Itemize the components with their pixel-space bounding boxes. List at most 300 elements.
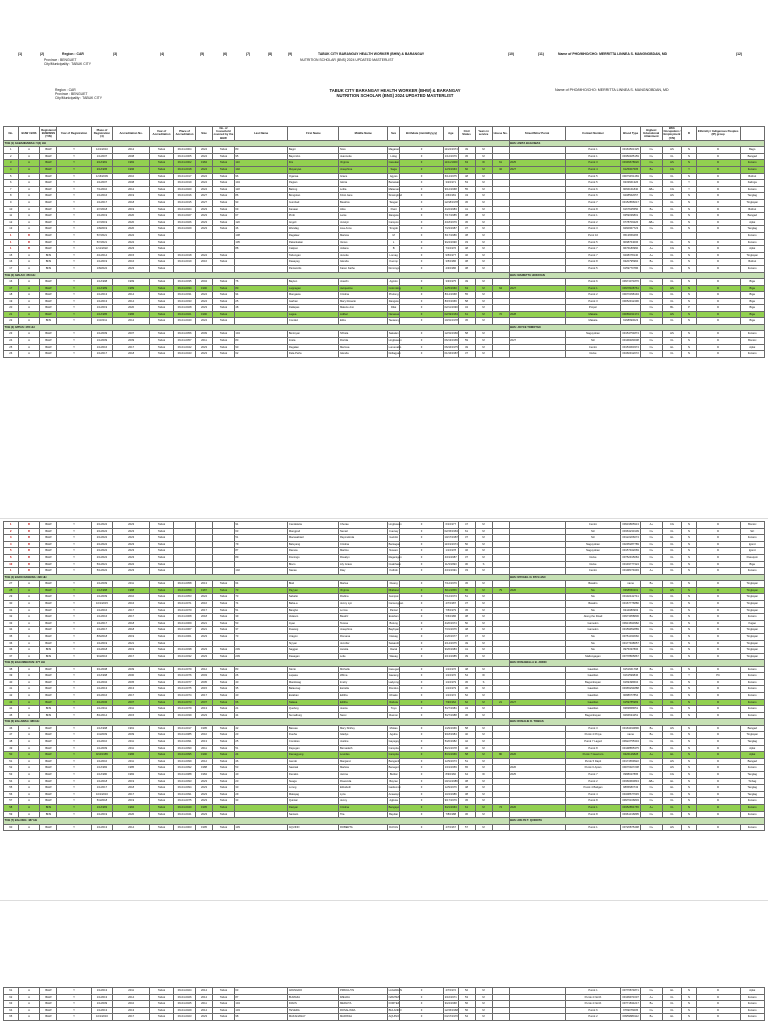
table-cell: 37 — [458, 535, 475, 542]
table-cell: 2013 — [196, 706, 213, 713]
table-cell: CL — [662, 180, 681, 187]
table-cell: 09157942069 — [621, 548, 640, 555]
table-cell: N — [682, 739, 697, 746]
table-cell: 49 — [458, 344, 475, 351]
table-cell: 2011 — [113, 706, 149, 713]
table-cell: D — [696, 732, 740, 739]
table-cell: BHW — [40, 994, 57, 1001]
table-cell: APANGDO — [288, 988, 339, 995]
table-row — [4, 1001, 765, 1008]
table-cell: CL — [662, 581, 681, 588]
table-cell: D — [696, 351, 740, 358]
table-row — [4, 186, 765, 193]
table-cell: HS — [662, 587, 681, 594]
barangay-name: TUB (6) BALAWAG: 388 HH — [4, 719, 510, 725]
table-cell: 2027 — [509, 285, 565, 292]
table-cell: Purok 8 — [565, 206, 621, 213]
table-cell: Siu — [565, 587, 621, 594]
table-cell: Gawidan — [565, 673, 621, 680]
table-cell: 09079451469 — [621, 173, 640, 180]
table-cell: O+ — [640, 1007, 662, 1014]
table-cell: 43 — [4, 699, 19, 706]
table-cell: Nanasas — [388, 311, 400, 318]
table-cell: 12/9/1976 — [443, 785, 458, 792]
table-cell: D — [696, 568, 740, 575]
table-cell: Tabuk — [149, 1001, 173, 1008]
table-cell: Y — [57, 167, 91, 174]
table-cell: Gayagoy — [388, 739, 400, 746]
table-cell: 2010 — [113, 173, 149, 180]
table-cell: 2023 — [196, 791, 213, 798]
table-cell: D — [696, 640, 740, 647]
table-cell: Gumbad — [288, 199, 339, 206]
table-cell: Kulbob — [388, 568, 400, 575]
table-cell: Gaidemon — [388, 785, 400, 792]
table-cell — [509, 305, 565, 312]
table-cell: 6/14/1975 — [443, 173, 458, 180]
table-cell: 09-04-0041 — [174, 811, 196, 818]
table-cell — [492, 772, 509, 779]
table-cell: 2/6/1981 — [443, 193, 458, 200]
table-cell: Romana — [339, 633, 388, 640]
table-cell: 2023 — [196, 778, 213, 785]
table-cell — [234, 252, 287, 259]
table-cell: B+ — [640, 614, 662, 621]
table-cell: BNS — [40, 804, 57, 811]
table-cell: R — [18, 528, 40, 535]
table-cell: O+ — [640, 594, 662, 601]
table-cell: Tabuk — [213, 732, 235, 739]
colnum: (1) — [18, 52, 23, 56]
table-cell: Igorot — [740, 541, 765, 548]
table-cell: Tinglayan — [740, 633, 765, 640]
table-cell: 2023 — [196, 344, 213, 351]
table-cell: 04/17/1970 — [443, 1014, 458, 1021]
table-cell: BHW — [40, 785, 57, 792]
table-cell: Y — [57, 252, 91, 259]
table-cell: Ilocano — [740, 614, 765, 621]
table-cell: 2023 — [196, 206, 213, 213]
table-cell — [234, 318, 287, 325]
table-cell — [509, 232, 565, 239]
table-cell: BHW — [40, 167, 57, 174]
table-row — [4, 732, 765, 739]
table-cell: N — [682, 219, 697, 226]
table-cell: B+ — [640, 1014, 662, 1021]
header-size: Size — [196, 127, 213, 141]
table-cell: 2019 — [113, 193, 149, 200]
table-cell — [509, 344, 565, 351]
table-cell: BHW — [40, 246, 57, 253]
table-cell — [492, 561, 509, 568]
table-cell: 09-04-0024 — [174, 206, 196, 213]
table-cell: 2017 — [113, 1014, 149, 1021]
table-cell: 9368650201 — [621, 587, 640, 594]
table-cell: A — [18, 160, 40, 167]
table-cell: F — [400, 627, 444, 634]
table-cell: Ilocano — [740, 824, 765, 831]
table-cell: 2023 — [113, 522, 149, 529]
table-cell: D — [696, 1001, 740, 1008]
table-row — [4, 607, 765, 614]
table-cell: Tabuk — [149, 160, 173, 167]
table-cell: NAMTEN — [388, 994, 400, 1001]
table-cell: Catipen — [288, 246, 339, 253]
table-row — [4, 712, 765, 719]
table-cell: A — [18, 213, 40, 220]
table-cell: 1/8/2019 — [91, 226, 113, 233]
table-cell: 2011 — [113, 745, 149, 752]
bhs-name: BHS: ARLYN T. QUINOTA — [509, 818, 764, 824]
table-cell: M — [475, 252, 492, 259]
table-cell: A — [18, 338, 40, 345]
table-cell: 8 — [4, 193, 19, 200]
table-cell: D — [696, 824, 740, 831]
table-cell: D — [696, 239, 740, 246]
table-cell: Tabuk — [149, 153, 173, 160]
table-cell: Kuomp — [388, 259, 400, 266]
table-cell: Tabuk — [149, 653, 173, 660]
table-cell: 2027 — [196, 193, 213, 200]
table-cell — [213, 640, 235, 647]
header-contact: Contact Number — [565, 127, 621, 141]
table-cell: 7/31/1976 — [443, 627, 458, 634]
table-cell: CL — [662, 1001, 681, 1008]
table-cell: 139 — [234, 824, 287, 831]
table-cell: Y — [57, 246, 91, 253]
table-cell: 9778709226 — [621, 219, 640, 226]
table-cell: Y — [57, 594, 91, 601]
table-cell: 3/1/2008 — [91, 666, 113, 673]
table-cell: Y — [57, 739, 91, 746]
table-cell — [174, 561, 196, 568]
table-cell: Y — [57, 147, 91, 154]
table-cell: Juliana — [339, 246, 388, 253]
table-cell: A — [18, 600, 40, 607]
table-cell: N — [682, 311, 697, 318]
table-cell: Butbut — [740, 259, 765, 266]
table-cell — [492, 239, 509, 246]
table-cell: 09-04-0095 — [174, 752, 196, 759]
table-cell: 118 — [234, 186, 287, 193]
table-cell: 2013 — [113, 686, 149, 693]
table-cell: 45 — [458, 686, 475, 693]
table-cell: 1/1/2016 — [91, 607, 113, 614]
table-cell: Casugan — [388, 666, 400, 673]
table-cell: 45 — [458, 219, 475, 226]
table-cell: 10/4/1986 — [443, 791, 458, 798]
table-cell: CL — [662, 994, 681, 1001]
table-cell: 4/18/1979 — [443, 219, 458, 226]
table-cell: 09-04-0004 — [174, 147, 196, 154]
table-cell: 2014 — [113, 298, 149, 305]
table-cell: Tabuk — [149, 541, 173, 548]
table-cell: Purok 3 — [565, 160, 621, 167]
table-row — [4, 535, 765, 542]
table-cell: A — [18, 791, 40, 798]
table-cell: 2012 — [113, 147, 149, 154]
table-cell: Bangayo — [388, 804, 400, 811]
table-cell: M — [475, 219, 492, 226]
table-cell: 10/1/2016 — [91, 1014, 113, 1021]
table-cell: Pantal — [388, 607, 400, 614]
table-cell — [492, 640, 509, 647]
table-cell: 09089331374 — [621, 311, 640, 318]
table-cell: 8/21/1978 — [443, 745, 458, 752]
table-cell: 09752915084 — [621, 554, 640, 561]
table-cell — [174, 239, 196, 246]
table-cell: D — [696, 548, 740, 555]
table-cell: CL — [662, 548, 681, 555]
table-cell — [509, 673, 565, 680]
table-cell: N — [682, 994, 697, 1001]
table-cell: HL — [662, 535, 681, 542]
table-cell: A — [18, 587, 40, 594]
table-cell: Along the Road — [565, 614, 621, 621]
table-cell: 09-04-0023 — [174, 1014, 196, 1021]
table-cell: N — [682, 600, 697, 607]
table-cell: BHW — [40, 206, 57, 213]
table-cell: N — [682, 548, 697, 555]
table-cell: 2012 — [196, 758, 213, 765]
table-cell: N — [682, 640, 697, 647]
table-cell: 9/12/1968 — [443, 186, 458, 193]
table-cell: 2012 — [196, 666, 213, 673]
province-text: Province : BENGUET — [44, 58, 77, 62]
table-cell: R — [18, 522, 40, 529]
table-cell: 10/31/1978 — [443, 318, 458, 325]
table-cell: Benisyan — [288, 331, 339, 338]
table-cell: BHW — [40, 153, 57, 160]
city-text: City/Municipality : TABUK CITY — [44, 62, 91, 67]
table-cell: 9159770786 — [621, 265, 640, 272]
table-cell: CL — [662, 252, 681, 259]
table-cell: F — [400, 1001, 444, 1008]
table-cell: F — [400, 265, 444, 272]
table-cell: 10 — [4, 206, 19, 213]
table-cell: F — [400, 226, 444, 233]
table-cell: Bayombo — [288, 153, 339, 160]
table-cell: 09-04-0003 — [174, 824, 196, 831]
table-cell: B+ — [640, 206, 662, 213]
table-cell: Sawisal — [288, 765, 339, 772]
table-cell: 2026 — [509, 804, 565, 811]
table-cell: BHW — [40, 226, 57, 233]
table-cell: IMELDA — [339, 994, 388, 1001]
table-cell: 72 — [492, 311, 509, 318]
table-cell: 60 — [458, 167, 475, 174]
table-cell: 09-04-0053 — [174, 594, 196, 601]
table-cell: 1/1/2010 — [91, 739, 113, 746]
table-cell: B+ — [640, 725, 662, 732]
table-cell: 1990 — [196, 311, 213, 318]
table-cell: 01/16/1987 — [443, 351, 458, 358]
table-cell: Lomag — [388, 252, 400, 259]
table-cell: 09361316895 — [621, 811, 640, 818]
table-cell: 1 — [4, 239, 19, 246]
table-cell: Navaro — [388, 548, 400, 555]
table-cell: F — [400, 758, 444, 765]
table-cell: 53 — [458, 994, 475, 1001]
table-cell — [509, 226, 565, 233]
table-cell: 09-04-0094 — [174, 785, 196, 792]
table-cell: Tabuk — [213, 633, 235, 640]
table-cell: R — [18, 239, 40, 246]
table-cell: Y — [57, 732, 91, 739]
region-block-top — [44, 58, 91, 67]
table-cell: 8/14/1968 — [443, 292, 458, 299]
table-cell: Purok 1 — [565, 285, 621, 292]
table-cell: Quintal — [288, 798, 339, 805]
table-cell: 12/1/2010 — [91, 147, 113, 154]
header-year-accred: Year of Accreditation — [149, 127, 173, 141]
table-cell: Tabuk — [213, 1001, 235, 1008]
table-cell: D — [696, 758, 740, 765]
table-cell: P — [682, 305, 697, 312]
table-cell: 2020 — [113, 219, 149, 226]
table-cell: O+ — [640, 706, 662, 713]
table-cell: F — [400, 548, 444, 555]
table-cell: 50 — [458, 620, 475, 627]
table-cell: 7/8/1988 — [443, 811, 458, 818]
table-cell: CL — [662, 594, 681, 601]
table-cell: Tabuk — [149, 666, 173, 673]
table-cell: BHW — [40, 344, 57, 351]
table-cell: Kristi Jane — [339, 193, 388, 200]
table-cell: 2018 — [113, 620, 149, 627]
table-row — [4, 311, 765, 318]
table-cell: 1/7/2019 — [91, 219, 113, 226]
table-cell: 64 — [234, 581, 287, 588]
table-cell: 9676180960 — [621, 246, 640, 253]
table-cell: 73 — [234, 633, 287, 640]
table-cell: BHW — [40, 581, 57, 588]
table-cell: 2019 — [113, 647, 149, 654]
table-cell: F — [400, 673, 444, 680]
table-cell — [196, 522, 213, 529]
table-cell: F — [400, 798, 444, 805]
table-cell — [509, 213, 565, 220]
table-cell: HL — [662, 785, 681, 792]
header-place-reg: Place of Registration (4) — [91, 127, 113, 141]
table-cell: 1984 — [113, 804, 149, 811]
table-cell: 09-04-0002 — [174, 160, 196, 167]
table-cell: HL — [662, 988, 681, 995]
table-cell: 2023 — [113, 535, 149, 542]
table-cell: A — [18, 647, 40, 654]
header-sex: Sex — [388, 127, 400, 141]
table-cell — [696, 232, 740, 239]
table-cell — [509, 1001, 565, 1008]
table-cell: 09-04-0075 — [174, 798, 196, 805]
table-cell — [234, 265, 287, 272]
table-cell: D — [696, 180, 740, 187]
table-cell: HS — [662, 725, 681, 732]
table-cell: 5/1/2021 — [91, 561, 113, 568]
table-cell: 4/1/2006 — [91, 699, 113, 706]
table-cell: F — [400, 772, 444, 779]
table-cell: Lorma — [339, 607, 388, 614]
table-cell: Aplai — [740, 988, 765, 995]
table-cell: 2017 — [113, 614, 149, 621]
table-row — [4, 305, 765, 312]
table-cell: BHW — [40, 798, 57, 805]
table-cell: R — [18, 554, 40, 561]
table-cell: D — [696, 994, 740, 1001]
table-cell — [492, 568, 509, 575]
table-cell: CL — [662, 673, 681, 680]
table-cell: 36 — [4, 640, 19, 647]
table-cell: 56 — [458, 1001, 475, 1008]
table-cell — [492, 647, 509, 654]
table-row — [4, 331, 765, 338]
table-cell: O+ — [640, 712, 662, 719]
table-cell: Tabuk — [213, 259, 235, 266]
table-cell: A — [18, 673, 40, 680]
table-cell: Ilocano — [740, 232, 765, 239]
table-cell: 38 — [458, 232, 475, 239]
table-cell — [509, 725, 565, 732]
table-row — [4, 239, 765, 246]
table-cell: N — [682, 620, 697, 627]
table-cell — [492, 259, 509, 266]
table-cell: BHW — [40, 548, 57, 555]
table-cell: Centro — [565, 522, 621, 529]
table-cell: F — [400, 331, 444, 338]
table-cell: 1/16/2009 — [91, 173, 113, 180]
table-cell: F — [400, 292, 444, 299]
table-cell: 2016 — [113, 259, 149, 266]
table-cell: Teresa — [339, 620, 388, 627]
table-cell: 48 — [458, 173, 475, 180]
header-ethnicity: Ethnicity / Indigenous Peoples (IP) group — [696, 127, 740, 141]
table-cell: BHW — [40, 772, 57, 779]
table-cell — [509, 607, 565, 614]
table-cell: F — [400, 824, 444, 831]
table-cell: Tinglayan — [740, 732, 765, 739]
table-cell: Y — [57, 285, 91, 292]
table-cell — [492, 994, 509, 1001]
table-cell: Denabo — [288, 772, 339, 779]
table-cell: A — [18, 745, 40, 752]
barangay-name: TUB (5) BAGUMBAYAN: 277 HH — [4, 660, 510, 666]
table-cell: 2015 — [113, 252, 149, 259]
table-cell: Purok 8 — [565, 798, 621, 805]
table-cell: Tabuk — [149, 699, 173, 706]
table-cell: 2018 — [113, 627, 149, 634]
table-cell: 1/1/2011 — [91, 706, 113, 713]
table-cell: Y — [57, 587, 91, 594]
table-cell: Jesica — [339, 706, 388, 713]
table-cell: 1/1/1988 — [91, 587, 113, 594]
table-row — [4, 581, 765, 588]
table-cell — [492, 232, 509, 239]
table-cell: 09363230109 — [621, 528, 640, 535]
table-cell: 40 — [458, 732, 475, 739]
table-cell: M — [475, 206, 492, 213]
table-cell: 33 — [234, 798, 287, 805]
table-cell: 1/1/2009 — [91, 581, 113, 588]
table-cell: Campita — [388, 752, 400, 759]
table-cell: Purok 4 Baligan — [565, 785, 621, 792]
table-cell: S — [475, 679, 492, 686]
table-cell: 10/11/1986 — [443, 778, 458, 785]
table-cell: M — [475, 791, 492, 798]
table-cell: Tabuk — [149, 706, 173, 713]
table-cell: O+ — [640, 988, 662, 995]
table-cell: 09352854765 — [621, 804, 640, 811]
table-cell: Tabuk — [213, 811, 235, 818]
